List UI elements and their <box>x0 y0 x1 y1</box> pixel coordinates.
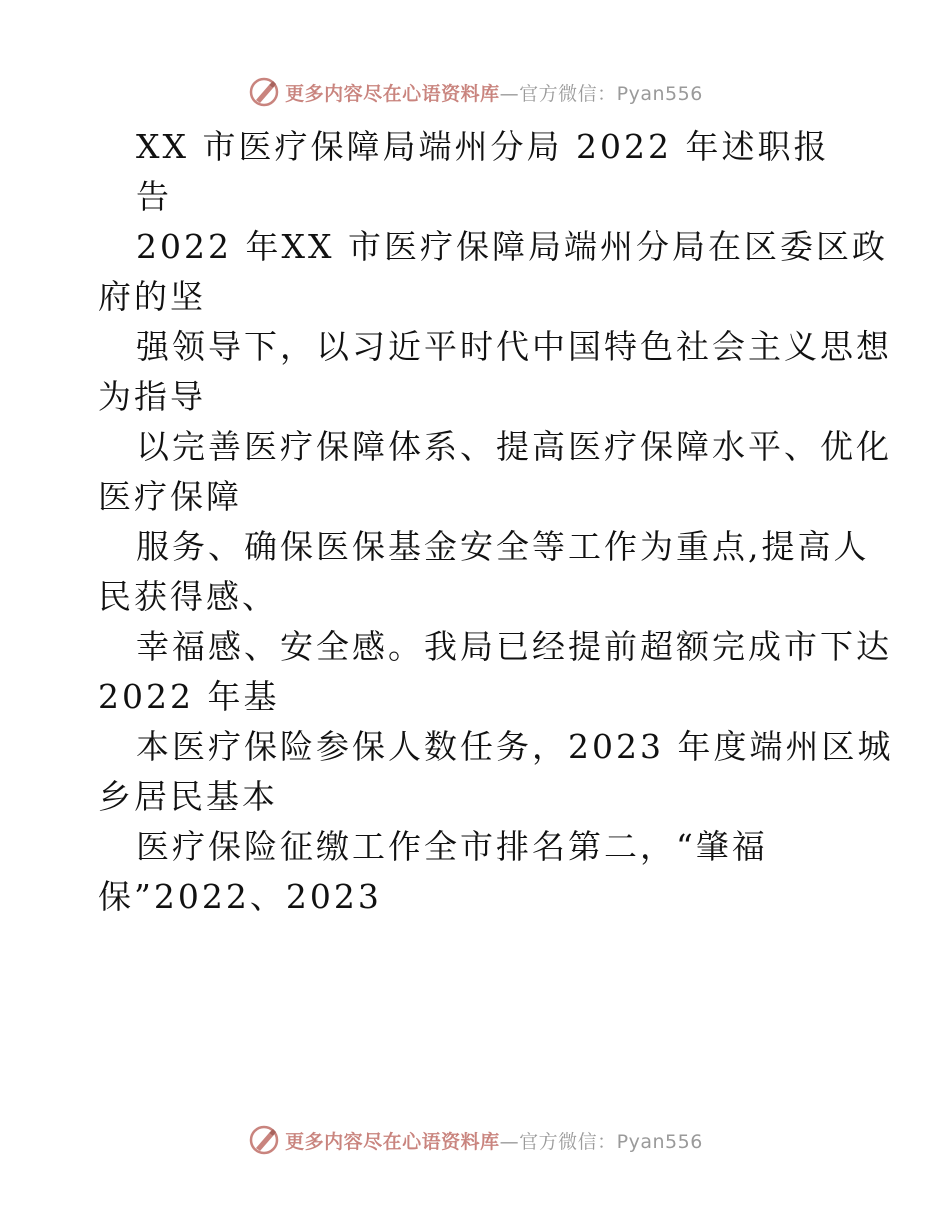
text-line: 保”2022、2023 <box>98 877 382 916</box>
document-body <box>98 122 894 922</box>
text-line: 民获得感、 <box>98 577 278 616</box>
text-line: 府的坚 <box>98 277 206 316</box>
text-line: 医疗保险征缴工作全市排名第二，“肇福 <box>136 827 768 866</box>
text-line: 幸福感、安全感。我局已经提前超额完成市下达 <box>136 627 892 666</box>
watermark-contact-text: 官方微信：Pyan556 <box>519 1130 703 1153</box>
text-line: 本医疗保险参保人数任务，2023 年度端州区城 <box>136 727 894 766</box>
text-line: 告 <box>136 177 172 216</box>
text-line: 医疗保障 <box>98 477 242 516</box>
footer-watermark-banner <box>0 1120 950 1160</box>
watermark-text <box>285 79 703 106</box>
pen-logo-icon <box>247 1123 281 1157</box>
text-line: 服务、确保医保基金安全等工作为重点,提高人 <box>136 527 870 566</box>
text-line: 2022 年基 <box>98 677 280 716</box>
text-line: 乡居民基本 <box>98 777 278 816</box>
text-line: 以完善医疗保障体系、提高医疗保障水平、优化 <box>136 427 892 466</box>
text-line: 为指导 <box>98 377 206 416</box>
text-line: XX 市医疗保障局端州分局 2022 年述职报 <box>136 127 830 166</box>
text-line: 2022 年XX 市医疗保障局端州分局在区委区政 <box>136 227 888 266</box>
watermark-main-text: 更多内容尽在心语资料库 <box>285 82 500 105</box>
text-line: 强领导下，以习近平时代中国特色社会主义思想 <box>136 327 892 366</box>
watermark-contact-text: 官方微信：Pyan556 <box>519 82 703 105</box>
watermark-dash: — <box>499 1130 520 1153</box>
watermark-main-text: 更多内容尽在心语资料库 <box>285 1130 500 1153</box>
header-watermark-banner <box>0 72 950 112</box>
watermark-text <box>285 1127 703 1154</box>
pen-logo-icon <box>247 75 281 109</box>
watermark-dash: — <box>499 82 520 105</box>
